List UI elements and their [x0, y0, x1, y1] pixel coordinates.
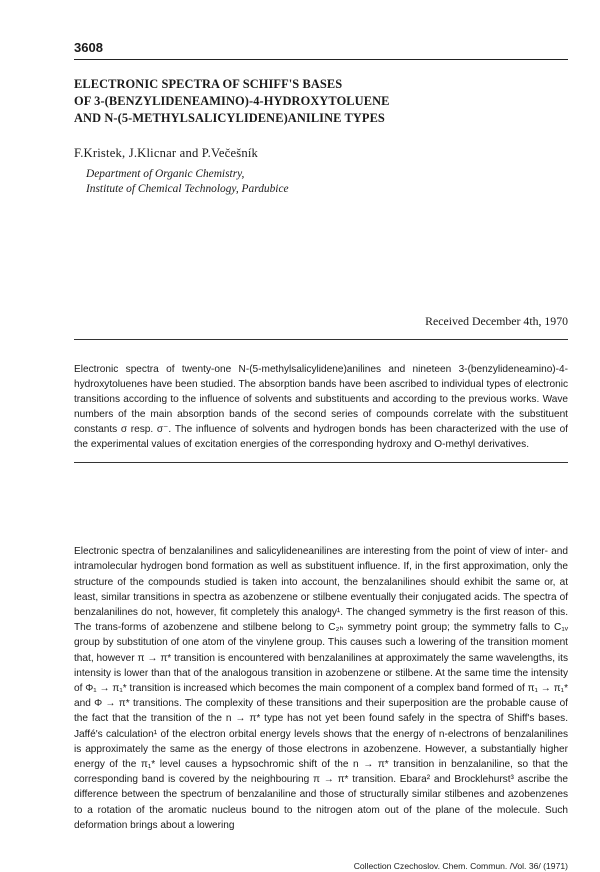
body-text: Electronic spectra of benzalanilines and salicylideneanilines are interesting from the point of view of inter- and intramolecular hydrogen bond formation as well as substituent influence. If, in the first approximation, only the structure of the compounds studied is taken into account, the benzalanilines should exhibit the same or, at least, similar transitions in spectra as azobenzene or stilbene eventually their conjugated acids. The spectra of benzalanilines do not, however, fit completely this analogy¹. The changed symmetry is the first reason of this. The trans-forms of azobenzene and stilbene belong to C₂ₕ symmetry point group; the symmetry falls to C₁ᵥ group by substitution of one atom of the vinylene group. This causes such a lowering of the transition moment that, however π → π* transition is encountered with benzalanilines at approximately the same wavelengths, its intensity is lower than that of the analogous transition in azobenzene or stilbene. At the same time the intensity of Φ₁ → π₁* transition is increased which becomes the main component of a complex band formed of π₁ → π₁* and Φ → π* transitions. The complexity of these transitions and their superposition are the probable cause of the fact that the transition of the n → π* type has not yet been found safely in the spectra of Shiff's bases. Jaffé's calculation¹ of the electron orbital energy levels shows that the energy of n-electrons of benzalanilines is approximately the same as the energy of those electrons in azobenzene. However, a substantially higher energy of the π₁* level causes a hypsochromic shift of the n → π* transition in benzalaniline, so that the corresponding band is covered by the neighbouring π → π* transition. Ebara² and Brocklehurst³ ascribe the difference between the spectrum of benzalaniline and those of structurally similar stilbenes and azobenzenes to a rotation of the aromatic nucleus bound to the nitrogen atom out of the plane of the molecule. Such deformation brings about a lowering	[74, 546, 568, 831]
title-line-1: ELECTRONIC SPECTRA OF SCHIFF'S BASES	[74, 77, 343, 91]
abstract-bottom-rule	[74, 462, 568, 463]
received-date: Received December 4th, 1970	[425, 313, 568, 328]
title-line-2: OF 3-(BENZYLIDENEAMINO)-4-HYDROXYTOLUENE	[74, 94, 390, 108]
page-number: 3608	[74, 40, 103, 55]
abstract: Electronic spectra of twenty-one N-(5-methylsalicylidene)anilines and nineteen 3-(benzylideneamino)-4-hydroxytoluenes have been studied. The absorption bands have been ascribed to individual types of electronic transitions according to the influence of solvents and substituents and according to the previous works. Wave numbers of the main absorption bands of the second series of compounds correlate with the substituent constants σ resp. σ⁻. The influence of solvents and hydrogen bonds has been characterized with the use of the experimental values of excitation energies of the corresponding hydroxy and O-methyl derivatives.	[74, 364, 568, 451]
title-line-3: AND N-(5-METHYLSALICYLIDENE)ANILINE TYPES	[74, 111, 385, 125]
affiliation	[86, 167, 568, 197]
paper-page	[74, 40, 568, 871]
abstract-top-rule	[74, 339, 568, 340]
authors: F.Kristek, J.Klicnar and P.Večešník	[74, 146, 259, 160]
header-rule	[74, 59, 568, 60]
affiliation-line-1: Department of Organic Chemistry,	[86, 168, 245, 180]
article-title	[74, 76, 568, 127]
affiliation-line-2: Institute of Chemical Technology, Pardubice	[86, 183, 289, 195]
journal-footer: Collection Czechoslov. Chem. Commun. /Vol. 36/ (1971)	[353, 860, 568, 871]
